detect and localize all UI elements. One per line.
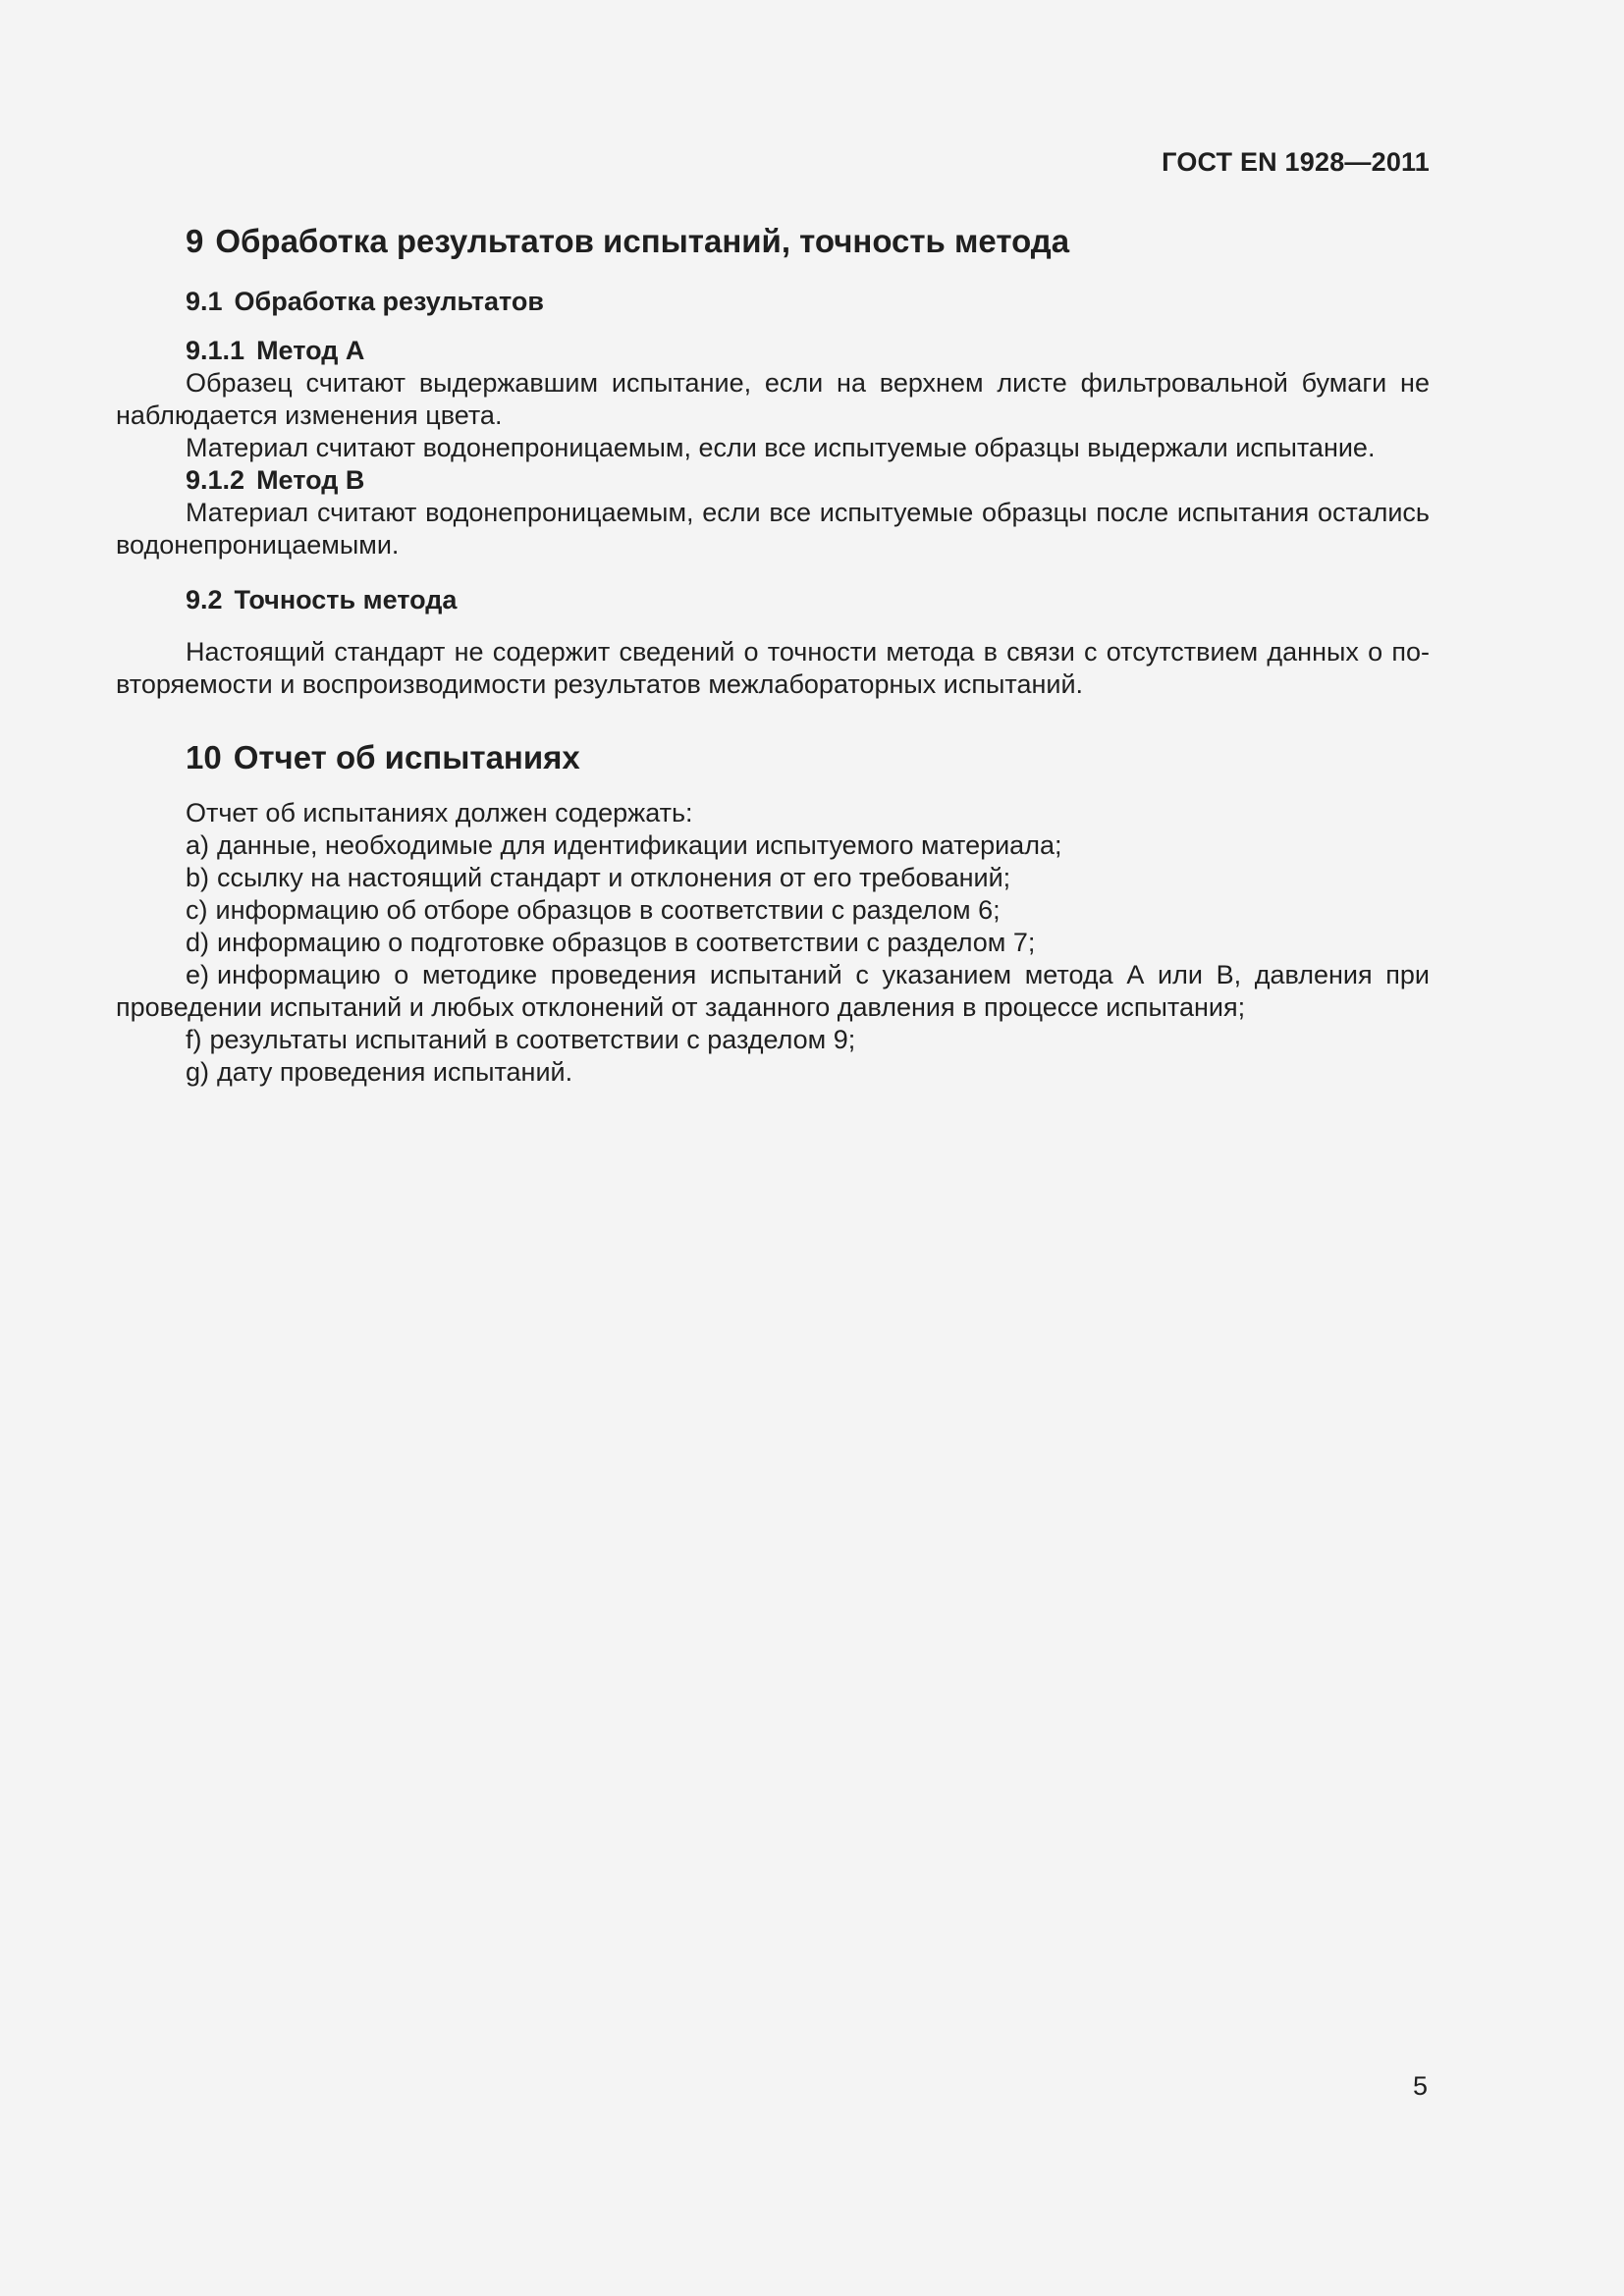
list-item bbox=[116, 959, 1430, 1024]
section-number: 10 bbox=[186, 739, 222, 775]
subsection-number: 9.1 bbox=[186, 287, 223, 316]
list-item bbox=[116, 1056, 1430, 1089]
list-item-text: дату проведения испытаний. bbox=[217, 1057, 573, 1087]
section-10-heading bbox=[116, 738, 1430, 777]
subsection-9-1-2-heading bbox=[116, 464, 1430, 497]
list-item-text: информацию об отборе образцов в соответствии с разделом 6; bbox=[215, 895, 1001, 925]
subsection-9-1-1-heading bbox=[116, 335, 1430, 367]
list-marker: d) bbox=[186, 928, 210, 957]
subsection-title: Метод В bbox=[256, 465, 365, 495]
paragraph: Материал считают водонепроницаемым, если все испытуемые образцы выдержали испытание. bbox=[186, 433, 1376, 462]
paragraph: Материал считают водонепроницаемым, если все испытуемые образцы после испытания остались водонепроницаемыми. bbox=[116, 498, 1430, 560]
list-item-text: информацию о методике проведения испытаний с указанием метода А или В, давления при проведении испытаний и любых отклонений от заданного давления в процессе испытания; bbox=[116, 960, 1430, 1022]
paragraph: Образец считают выдержавшим испытание, если на верхнем листе фильтровальной бумаги не наблюдается изменения цвета. bbox=[116, 368, 1430, 430]
report-contents-list bbox=[116, 829, 1430, 1089]
list-item-text: результаты испытаний в соответствии с разделом 9; bbox=[209, 1025, 856, 1054]
document-body bbox=[116, 222, 1430, 1089]
list-marker: c) bbox=[186, 895, 208, 925]
section-title: Отчет об испытаниях bbox=[233, 739, 580, 775]
list-item-text: данные, необходимые для идентификации испытуемого материала; bbox=[217, 830, 1062, 860]
subsection-number: 9.1.1 bbox=[186, 336, 245, 365]
section-number: 9 bbox=[186, 223, 204, 259]
list-item-text: информацию о подготовке образцов в соответствии с разделом 7; bbox=[217, 928, 1036, 957]
list-item bbox=[116, 829, 1430, 862]
subsection-9-1-heading bbox=[116, 286, 1430, 318]
subsection-title: Точность метода bbox=[234, 585, 458, 614]
list-marker: e) bbox=[186, 960, 210, 989]
subsection-number: 9.1.2 bbox=[186, 465, 245, 495]
subsection-title: Обработка результатов bbox=[234, 287, 544, 316]
list-item bbox=[116, 894, 1430, 927]
section-9-heading bbox=[116, 222, 1430, 261]
list-marker: a) bbox=[186, 830, 210, 860]
subsection-title: Метод А bbox=[256, 336, 365, 365]
section-title: Обработка результатов испытаний, точность метода bbox=[215, 223, 1070, 259]
list-item bbox=[116, 927, 1430, 959]
paragraph: Настоящий стандарт не содержит сведений о точности метода в связи с отсутствием данных о повторяемости и воспроизводимости результатов межлабораторных испытаний. bbox=[116, 637, 1430, 699]
list-item bbox=[116, 862, 1430, 894]
list-marker: b) bbox=[186, 863, 210, 892]
paragraph: Отчет об испытаниях должен содержать: bbox=[186, 798, 693, 828]
list-item bbox=[116, 1024, 1430, 1056]
list-marker: f) bbox=[186, 1025, 202, 1054]
subsection-9-2-heading bbox=[116, 584, 1430, 616]
subsection-number: 9.2 bbox=[186, 585, 223, 614]
document-code: ГОСТ EN 1928—2011 bbox=[1162, 147, 1430, 177]
list-item-text: ссылку на настоящий стандарт и отклонения от его требований; bbox=[217, 863, 1011, 892]
page-number: 5 bbox=[1412, 2071, 1428, 2101]
list-marker: g) bbox=[186, 1057, 210, 1087]
